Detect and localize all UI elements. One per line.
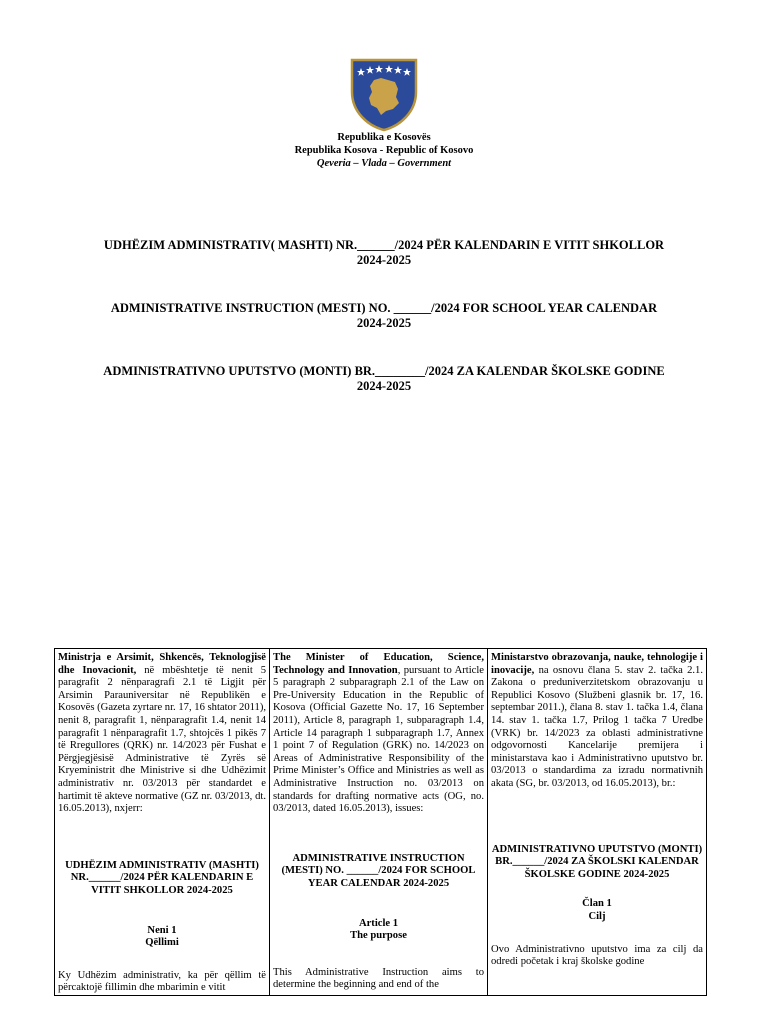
intro-text: , pursuant to Article 5 paragraph 2 subparagraph 2.1 of the Law on Pre-University Education in the Republic of Kosova (Official Gazette No. 17, 16 September 2011), Article 8, paragraph 1, subparagraph 1.4, Article 14 paragraph 1 subparagraph 1.7, Annex 1 point 7 of Regulation (GRK) no. 14/2023 on Areas of Administrative Responsibility of the Prime Minister’s Office and Ministries as well as Administrative Instruction no. 03/2013 on standards for drafting normative acts (OG, no. 03/2013, dated 16.05.2013), issues: <box>273 664 484 815</box>
letterhead <box>0 131 768 170</box>
instruction-title: ADMINISTRATIVNO UPUTSTVO (MONTI) BR.______/2024 ZA ŠKOLSKI KALENDAR ŠKOLSKE GODINE 2024-2025 <box>491 843 703 880</box>
article-number: Article 1 <box>358 917 399 929</box>
header-republic-sr-en: Republika Kosova - Republic of Kosovo <box>294 145 474 156</box>
column-english <box>270 649 488 996</box>
intro-text: na osnovu člana 5. stav 2. tačka 2.1. Zakona o preduniverzitetskom obrazovanju u Republici Kosovo (Službeni glasnik br. 17, 16. septembar 2011.), člana 8. stav 1. tačka 1.4, člana 14. stav 1. tačka 1.7, Prilog 1 tačka 7 Uredbe (VRK) br. 14/2023 za oblasti administrativne odgovornosti Kancelarije premijera i ministarstava kao i Administrativno uputstvo br. 03/2013 o standardima za izradu normativnih akata (SG, br. 03/2013, od 16.05.2013), br.: <box>491 664 703 789</box>
article-title: The purpose <box>350 930 407 942</box>
title-serbian-line2: 2024-2025 <box>356 379 412 393</box>
intro-paragraph <box>58 652 266 816</box>
intro-issuer: The Minister of Education, Science, Technology and Innovation <box>273 652 484 676</box>
title-english-line2: 2024-2025 <box>356 316 412 330</box>
kosovo-coat-of-arms-icon <box>348 56 420 132</box>
title-albanian <box>60 238 708 268</box>
article-number: Neni 1 <box>147 924 177 936</box>
trilingual-table <box>54 648 707 996</box>
article-title: Qëllimi <box>145 937 179 949</box>
title-english <box>60 301 708 331</box>
article-number: Član 1 <box>582 898 612 910</box>
instruction-title: UDHËZIM ADMINISTRATIV (MASHTI) NR.______/2024 PËR KALENDARIN E VITIT SHKOLLOR 2024-2025 <box>65 859 259 896</box>
table-row <box>55 649 707 996</box>
article-body: This Administrative Instruction aims to determine the beginning and end of the <box>273 966 484 991</box>
intro-issuer: Ministarstvo obrazovanja, nauke, tehnologije i inovacije, <box>491 652 703 676</box>
title-english-line1: ADMINISTRATIVE INSTRUCTION (MESTI) NO. ______/2024 FOR SCHOOL YEAR CALENDAR <box>110 301 658 315</box>
article-body: Ovo Administrativno uputstvo ima za cilj da odredi početak i kraj školske godine <box>491 943 703 968</box>
intro-paragraph <box>273 652 484 816</box>
intro-paragraph <box>491 652 703 791</box>
header-republic-sq: Republika e Kosovës <box>337 132 431 143</box>
title-albanian-line2: 2024-2025 <box>356 253 412 267</box>
intro-text: në mbështetje të nenit 5 paragrafit 2 nënparagrafi 2.1 të Ligjit për Arsimin Parauniversitar në Republikën e Kosovës (Gazeta zyrtare nr. 17, 16 shtator 2011), nenit 8, paragrafit 1, nënparagrafit 1.4, nenit 14 paragrafit 1 nënparagrafit 1.7, shtojcës 1 pikës 7 të Rregullores (QRK) nr. 14/2023 për Fushat e Përgjegjësisë Administrative të Zyrës së Kryeministrit dhe Ministrive si dhe Udhëzimit administrativ nr. 03/2013 për standardet e hartimit të akteve normative (GZ nr. 03/2013, dt. 16.05.2013), nxjerr: <box>58 664 267 815</box>
header-government: Qeveria – Vlada – Government <box>316 158 452 169</box>
article-body: Ky Udhëzim administrativ, ka për qëllim të përcaktojë fillimin dhe mbarimin e vitit <box>58 969 266 994</box>
title-serbian-line1: ADMINISTRATIVNO UPUTSTVO (MONTI) BR.________/2024 ZA KALENDAR ŠKOLSKE GODINE <box>103 364 665 378</box>
title-serbian <box>60 364 708 394</box>
intro-issuer: Ministrja e Arsimit, Shkencës, Teknologjisë dhe Inovacionit, <box>58 652 266 676</box>
title-albanian-line1: UDHËZIM ADMINISTRATIV( MASHTI) NR.______/2024 PËR KALENDARIN E VITIT SHKOLLOR <box>103 238 665 252</box>
column-albanian <box>55 649 270 996</box>
article-title: Cilj <box>588 910 606 922</box>
column-serbian <box>488 649 707 996</box>
instruction-title: ADMINISTRATIVE INSTRUCTION (MESTI) NO. ______/2024 FOR SCHOOL YEAR CALENDAR 2024-2025 <box>281 852 476 889</box>
